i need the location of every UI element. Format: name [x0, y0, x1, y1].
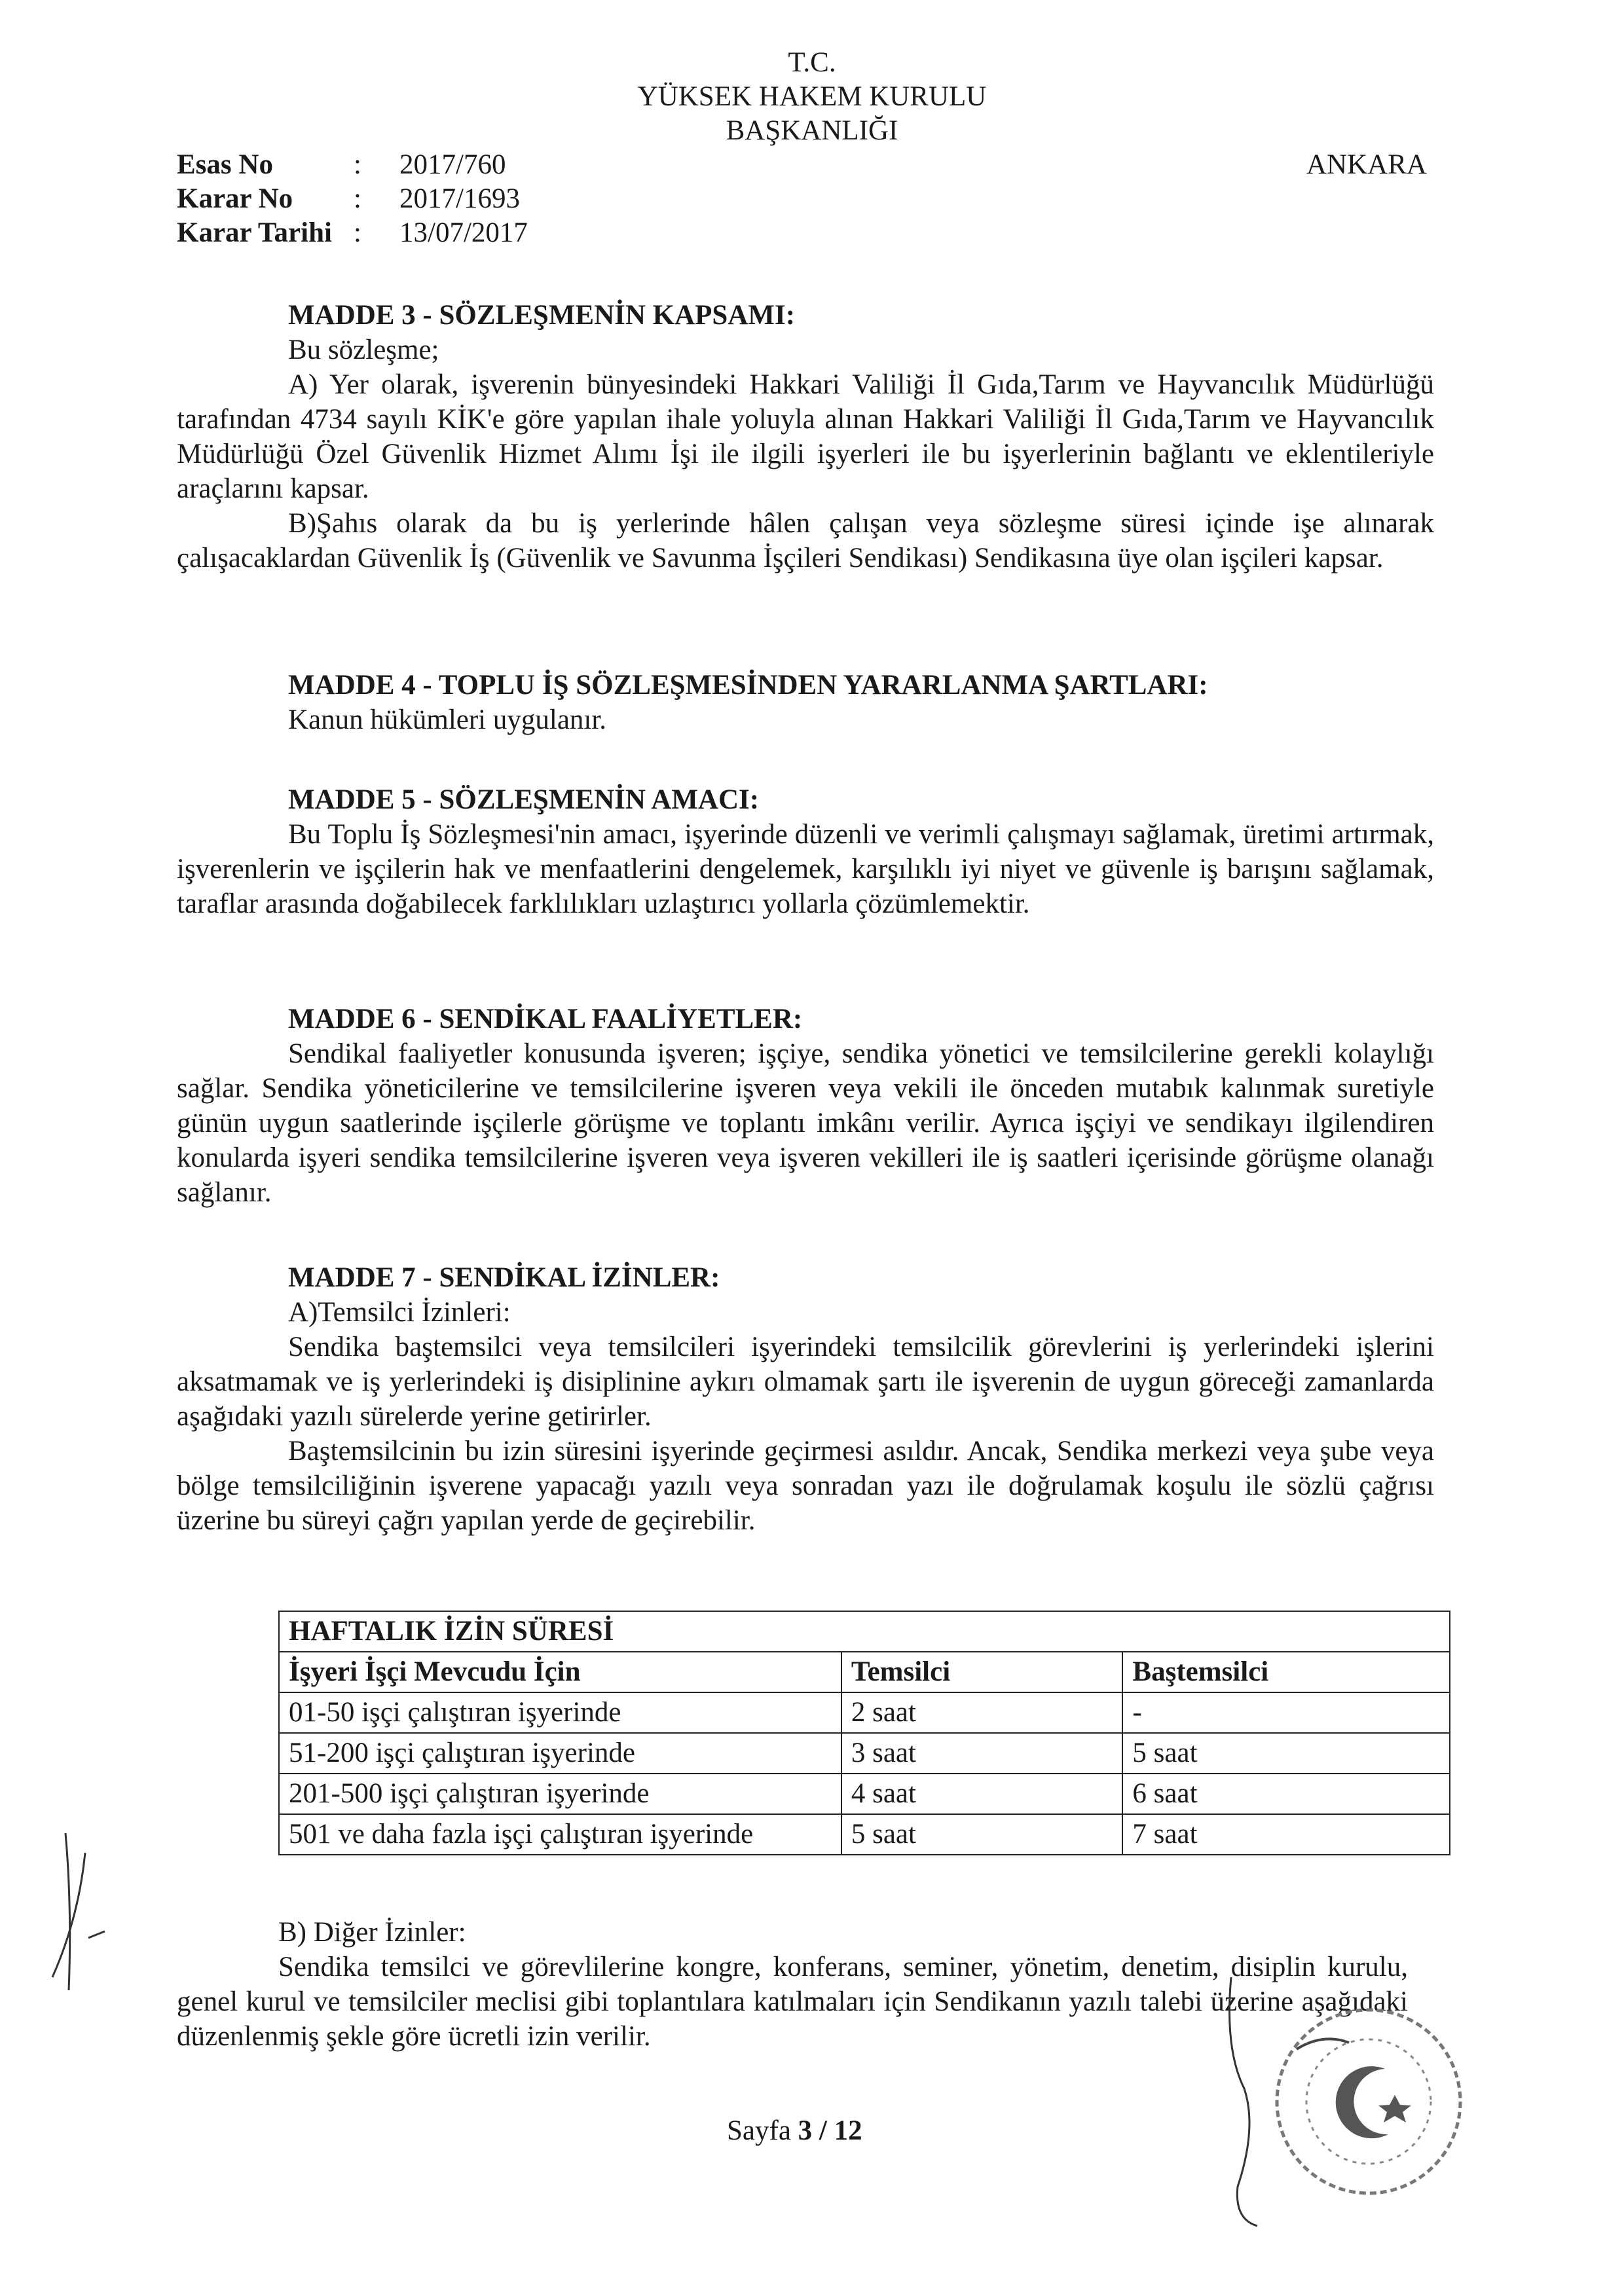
table-cell: - — [1122, 1692, 1450, 1733]
table-cell: 5 saat — [1122, 1733, 1450, 1774]
table-row — [279, 1814, 1450, 1855]
table-title-row — [279, 1611, 1450, 1652]
meta-value: 2017/1693 — [399, 183, 520, 214]
page-footer — [727, 2115, 862, 2147]
article-7-sub-a: A)Temsilci İzinleri: — [288, 1297, 511, 1328]
meta-label: Karar Tarihi — [177, 217, 332, 248]
article-3-heading: MADDE 3 - SÖZLEŞMENİN KAPSAMI: — [288, 300, 796, 331]
table-cell: 5 saat — [841, 1814, 1123, 1855]
header-line-tc: T.C. — [788, 47, 836, 78]
article-3-intro: Bu sözleşme; — [288, 335, 439, 365]
meta-sep: : — [354, 149, 361, 180]
handwritten-initials — [39, 1827, 118, 1997]
article-3-clause-a: A) Yer olarak, işverenin bünyesindeki Hakkari Valiliği İl Gıda,Tarım ve Hayvancılık Müdürlüğü tarafından 4734 sayılı KİK'e göre yapılan ihale yoluyla alınan Hakkari Valiliği İl Gıda,Tarım ve Hayvancılık Müdürlüğü Özel Güvenlik Hizmet Alımı İşi ile ilgili işyerleri ile bu işyerlerinin bağlantı ve eklentileriyle araçlarını kapsar. — [177, 369, 1434, 504]
official-stamp — [1218, 1971, 1493, 2232]
article-5-heading: MADDE 5 - SÖZLEŞMENİN AMACI: — [288, 784, 760, 815]
table-cell: 201-500 işçi çalıştıran işyerinde — [279, 1774, 841, 1814]
weekly-leave-table — [278, 1611, 1450, 1855]
article-7-paragraph-3: Sendika temsilci ve görevlilerine kongre, konferans, seminer, yönetim, denetim, disiplin kurulu, genel kurul ve temsilciler meclisi gibi toplantılara katılmaları için Sendikanın yazılı talebi üzerine aşağıdaki düzenlenmiş şekle göre ücretli izin verilir. — [177, 1952, 1408, 2052]
table-cell: 2 saat — [841, 1692, 1123, 1733]
header-city: ANKARA — [1306, 149, 1427, 180]
table-title: HAFTALIK İZİN SÜRESİ — [279, 1611, 1450, 1652]
article-4-text: Kanun hükümleri uygulanır. — [288, 704, 607, 735]
article-5 — [177, 782, 1434, 921]
article-7 — [177, 1260, 1434, 1538]
meta-row-esas — [177, 148, 528, 182]
article-7-paragraph-2: Baştemsilcinin bu izin süresini işyerinde geçirmesi asıldır. Ancak, Sendika merkezi veya şube veya bölge temsilciliğinin işverene yapacağı yazılı veya sonradan yazı ile doğrulamak koşulu ile sözlü çağrısı üzerine bu süreyi çağrı yapılan yerde de geçirebilir. — [177, 1436, 1434, 1536]
meta-label: Karar No — [177, 183, 293, 214]
page-label: Sayfa — [727, 2115, 791, 2146]
meta-value: 13/07/2017 — [399, 217, 528, 248]
case-meta — [177, 148, 528, 250]
column-header: Temsilci — [841, 1652, 1123, 1692]
table-cell: 51-200 işçi çalıştıran işyerinde — [279, 1733, 841, 1774]
meta-label: Esas No — [177, 149, 273, 180]
article-6 — [177, 1002, 1434, 1210]
table-cell: 501 ve daha fazla işçi çalıştıran işyerinde — [279, 1814, 841, 1855]
header-line-institution: YÜKSEK HAKEM KURULU — [637, 81, 987, 112]
meta-sep: : — [354, 217, 361, 248]
column-header: İşyeri İşçi Mevcudu İçin — [279, 1652, 841, 1692]
meta-row-tarih — [177, 216, 528, 250]
table-cell: 4 saat — [841, 1774, 1123, 1814]
table-row — [279, 1692, 1450, 1733]
article-6-heading: MADDE 6 - SENDİKAL FAALİYETLER: — [288, 1004, 803, 1034]
article-4 — [177, 668, 1434, 737]
table-cell: 01-50 işçi çalıştıran işyerinde — [279, 1692, 841, 1733]
meta-sep: : — [354, 183, 361, 214]
article-3 — [177, 298, 1434, 575]
table-cell: 6 saat — [1122, 1774, 1450, 1814]
header-block — [550, 46, 1074, 148]
article-7-paragraph-1: Sendika baştemsilci veya temsilcileri işyerindeki temsilcilik görevlerini iş yerlerindeki işlerini aksatmamak ve iş yerlerindeki iş disiplinine aykırı olmamak şartı ile işverenin de uygun göreceği zamanlarda aşağıdaki yazılı sürelerde yerine getirirler. — [177, 1332, 1434, 1432]
article-4-heading: MADDE 4 - TOPLU İŞ SÖZLEŞMESİNDEN YARARLANMA ŞARTLARI: — [288, 670, 1208, 701]
article-7-sub-b: B) Diğer İzinler: — [278, 1917, 466, 1948]
page-number: 3 / 12 — [798, 2115, 862, 2146]
table-row — [279, 1733, 1450, 1774]
header-line-presidency: BAŞKANLIĞI — [726, 115, 898, 146]
article-5-text: Bu Toplu İş Sözleşmesi'nin amacı, işyerinde düzenli ve verimli çalışmayı sağlamak, üretimi artırmak, işverenlerin ve işçilerin hak ve menfaatlerini dengelemek, karşılıklı iyi niyet ve güvenle iş barışını sağlamak, taraflar arasında doğabilecek farklılıkları uzlaştırıcı yollarla çözümlemektir. — [177, 819, 1434, 919]
table-cell: 7 saat — [1122, 1814, 1450, 1855]
table-cell: 3 saat — [841, 1733, 1123, 1774]
article-7-heading: MADDE 7 - SENDİKAL İZİNLER: — [288, 1262, 720, 1293]
column-header: Baştemsilci — [1122, 1652, 1450, 1692]
meta-row-karar — [177, 182, 528, 216]
article-6-text: Sendikal faaliyetler konusunda işveren; işçiye, sendika yönetici ve temsilcilerine gerekli kolaylığı sağlar. Sendika yöneticilerine ve temsilcilerine işveren veya vekili ile önceden mutabık kalınmak suretiyle günün uygun saatlerinde işçilerle görüşme ve toplantı imkânı verilir. Ayrıca işçiyi ve sendikayı ilgilendiren konularda işyeri sendika temsilcilerine işveren veya işveren vekilleri ile iş saatleri içerisinde görüşme olanağı sağlanır. — [177, 1038, 1434, 1208]
article-3-clause-b: B)Şahıs olarak da bu iş yerlerinde hâlen çalışan veya sözleşme süresi içinde işe alınarak çalışacaklardan Güvenlik İş (Güvenlik ve Savunma İşçileri Sendikası) Sendikasına üye olan işçileri kapsar. — [177, 508, 1434, 574]
meta-value: 2017/760 — [399, 149, 506, 180]
table-row — [279, 1774, 1450, 1814]
table-header-row — [279, 1652, 1450, 1692]
